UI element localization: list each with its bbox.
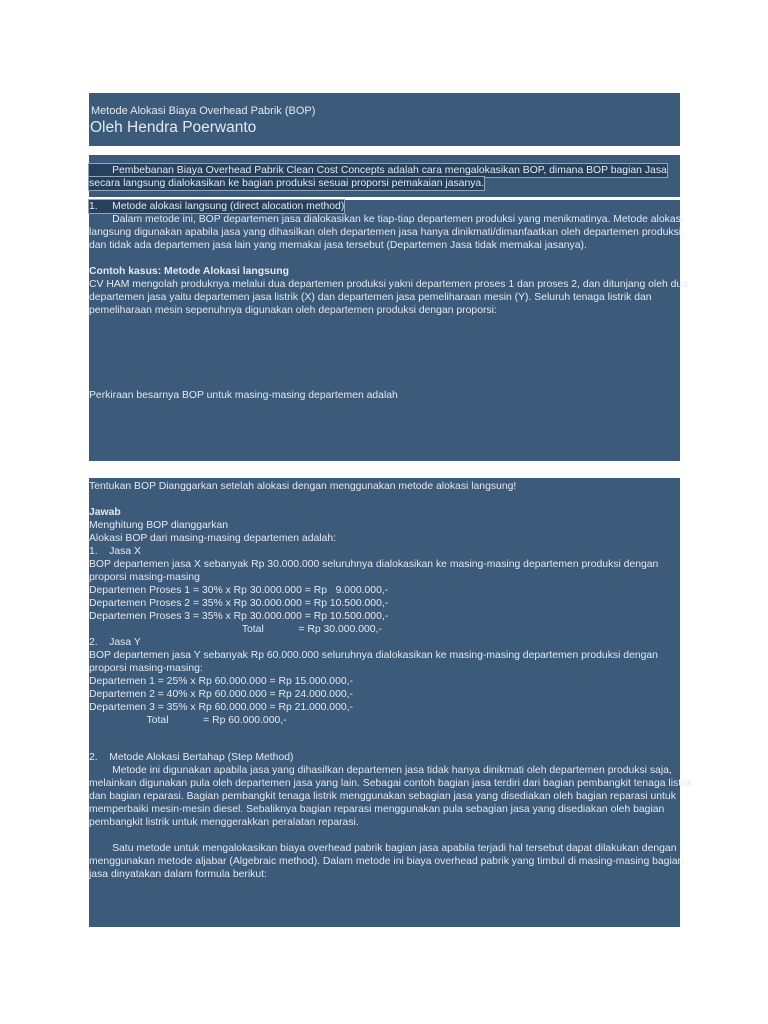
algebra-line: Satu metode untuk mengalokasikan biaya overhead pabrik bagian jasa apabila terjadi hal tersebut dapat dilakukan dengan xyxy=(89,843,677,854)
header-block xyxy=(89,93,680,146)
answer-line: Total = Rp 30.000.000,- xyxy=(89,624,382,635)
answer-line: Alokasi BOP dari masing-masing departemen adalah: xyxy=(89,533,337,544)
answer-line: Total = Rp 60.000.000,- xyxy=(89,715,287,726)
algebra-line: menggunakan metode aljabar (Algebraic method). Dalam metode ini biaya overhead pabrik yang timbul di masing-masing bagian xyxy=(89,856,684,867)
answer-line: Departemen Proses 2 = 35% x Rp 30.000.000 = Rp 10.500.000,- xyxy=(89,598,389,609)
answer-title: Jawab xyxy=(89,507,121,518)
case-line: pemeliharaan mesin sepenuhnya digunakan oleh departemen produksi dengan proporsi: xyxy=(89,305,497,316)
answer-line: Departemen 3 = 35% x Rp 60.000.000 = Rp 21.000.000,- xyxy=(89,702,353,713)
answer-line: Departemen 1 = 25% x Rp 60.000.000 = Rp 15.000.000,- xyxy=(89,676,353,687)
section1-paragraph-line: langsung digunakan apabila jasa yang dihasilkan oleh departemen jasa hanya dinikmati/dimanfaatkan oleh departemen produksi, xyxy=(89,227,684,238)
case-line: departemen jasa yaitu departemen jasa listrik (X) dan departemen jasa pemeliharaan mesin (Y). Seluruh tenaga listrik dan xyxy=(89,292,652,303)
section1-paragraph-line: Dalam metode ini, BOP departemen jasa dialokasikan ke tiap-tiap departemen produksi yang menikmatinya. Metode alokasi xyxy=(89,214,684,225)
case-line: CV HAM mengolah produknya melalui dua departemen produksi yakni departemen proses 1 dan proses 2, dan ditunjang oleh dua xyxy=(89,279,688,290)
case-title: Contoh kasus: Metode Alokasi langsung xyxy=(89,266,289,277)
answer-line: proporsi masing-masing xyxy=(89,572,200,583)
algebra-line: jasa dinyatakan dalam formula berikut: xyxy=(89,869,267,880)
section2-block xyxy=(89,478,693,927)
estimate-line: Perkiraan besarnya BOP untuk masing-masing departemen adalah xyxy=(89,390,398,401)
answer-line: Menghitung BOP dianggarkan xyxy=(89,520,229,531)
intro-line-2: secara langsung dialokasikan ke bagian produksi sesuai proporsi pemakaian jasanya. xyxy=(89,178,485,189)
answer-line: Departemen 2 = 40% x Rp 60.000.000 = Rp 24.000.000,- xyxy=(89,689,353,700)
step-line: melainkan digunakan pula oleh departemen jasa yang lain. Sebagai contoh bagian jasa terdiri dari bagian pembangkit tenaga listrik xyxy=(89,778,693,789)
document-subtitle: Metode Alokasi Biaya Overhead Pabrik (BOP) xyxy=(91,105,316,117)
answer-line: Departemen Proses 1 = 30% x Rp 30.000.000 = Rp 9.000.000,- xyxy=(89,585,389,596)
step-heading: 2. Metode Alokasi Bertahap (Step Method) xyxy=(89,752,294,763)
section1-paragraph-line: dan tidak ada departemen jasa lain yang memakai jasa tersebut (Departemen Jasa tidak memakai jasanya). xyxy=(89,240,587,251)
step-line: memperbaiki mesin-mesin diesel. Sebaliknya bagian reparasi menggunakan pula sebagian jasa yang disediakan oleh bagian xyxy=(89,804,665,815)
intro-line-1: Pembebanan Biaya Overhead Pabrik Clean Cost Concepts adalah cara mengalokasikan BOP, dimana BOP bagian Jasa xyxy=(89,165,667,176)
answer-line: proporsi masing-masing: xyxy=(89,663,203,674)
section1-heading: 1. Metode alokasi langsung (direct alocation method) xyxy=(89,201,345,212)
intro-block xyxy=(89,155,680,197)
step-line: pembangkit listrik untuk menggerakkan peralatan reparasi. xyxy=(89,817,359,828)
answer-line: Departemen Proses 3 = 35% x Rp 30.000.000 = Rp 10.500.000,- xyxy=(89,611,389,622)
answer-line: BOP departemen jasa X sebanyak Rp 30.000.000 seluruhnya dialokasikan ke masing-masing departemen produksi dengan xyxy=(89,559,659,570)
answer-line: 2. Jasa Y xyxy=(89,637,141,648)
document-author: Oleh Hendra Poerwanto xyxy=(90,119,257,136)
question-line: Tentukan BOP Dianggarkan setelah alokasi dengan menggunakan metode alokasi langsung! xyxy=(89,481,517,492)
answer-line: 1. Jasa X xyxy=(89,546,141,557)
section1-block xyxy=(89,200,688,461)
answer-line: BOP departemen jasa Y sebanyak Rp 60.000.000 seluruhnya dialokasikan ke masing-masing departemen produksi dengan xyxy=(89,650,658,661)
step-line: Metode ini digunakan apabila jasa yang dihasilkan departemen jasa tidak hanya dinikmati oleh departemen produksi saja, xyxy=(89,765,672,776)
step-line: dan bagian reparasi. Bagian pembangkit tenaga listrik menggunakan sebagian jasa yang disediakan oleh bagian reparasi untuk xyxy=(89,791,676,802)
